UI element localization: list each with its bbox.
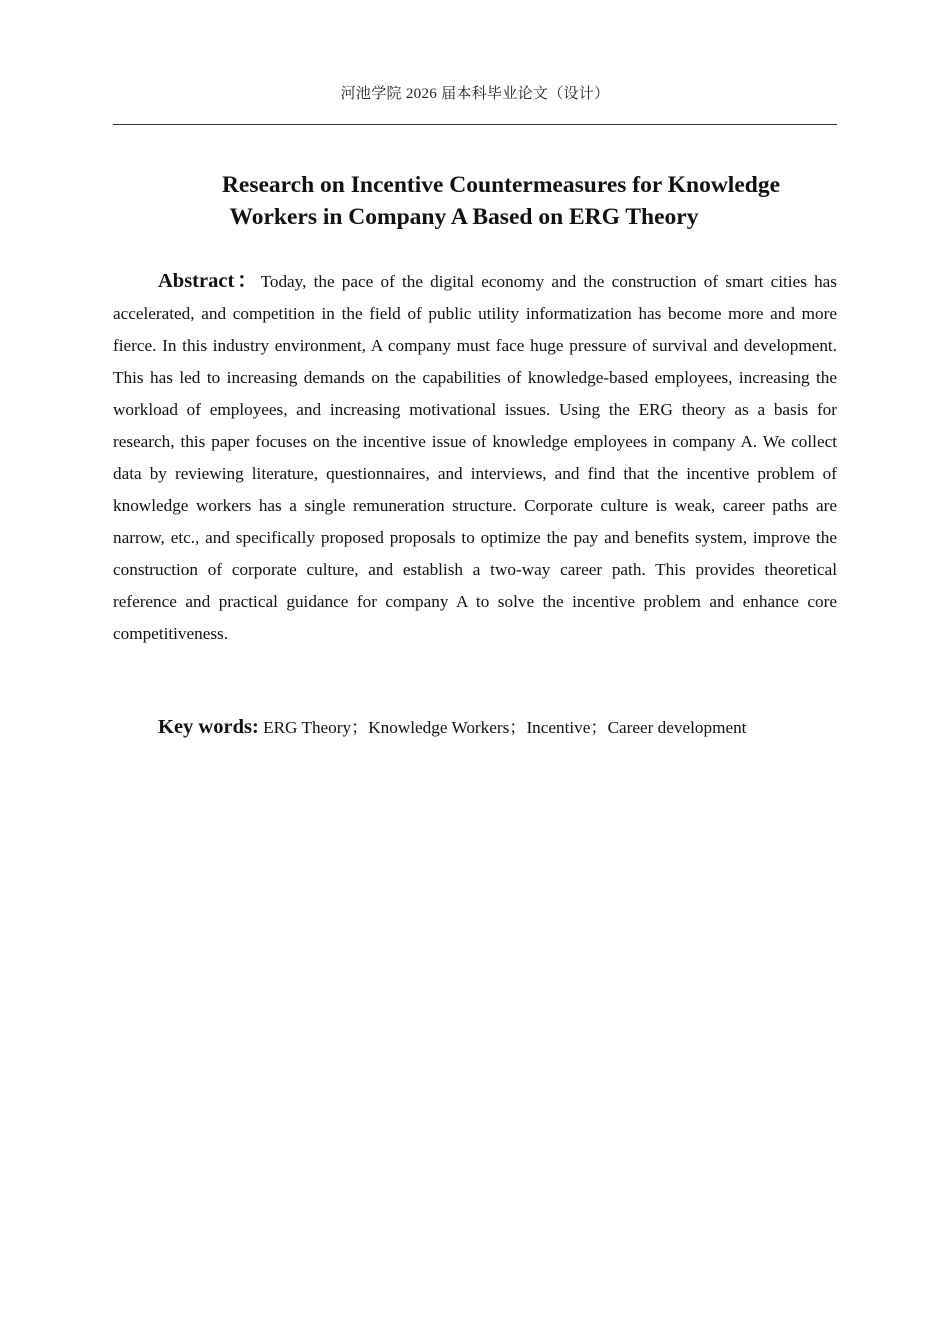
paper-title bbox=[113, 169, 837, 233]
paper-title-line-2: Workers in Company A Based on ERG Theory bbox=[229, 204, 699, 230]
keywords-text: ERG Theory；Knowledge Workers；Incentive；Career development bbox=[263, 718, 747, 737]
keywords-line bbox=[158, 711, 848, 744]
abstract-paragraph bbox=[113, 265, 837, 650]
paper-title-line-1: Research on Incentive Countermeasures for Knowledge bbox=[221, 172, 781, 198]
running-header: 河池学院 2026 届本科毕业论文（设计） bbox=[340, 86, 610, 102]
abstract-text: Today, the pace of the digital economy and the construction of smart cities has accelerated, and competition in the field of public utility informatization has become more and more fierce. In this industry environment, A company must face huge pressure of survival and development. This has led to increasing demands on the capabilities of knowledge-based employees, increasing the workload of employees, and increasing motivational issues. Using the ERG theory as a basis for research, this paper focuses on the incentive issue of knowledge employees in company A. We collect data by reviewing literature, questionnaires, and interviews, and find that the incentive problem of knowledge workers has a single remuneration structure. Corporate culture is weak, career paths are narrow, etc., and specifically proposed proposals to optimize the pay and benefits system, improve the construction of corporate culture, and establish a two-way career path. This provides theoretical reference and practical guidance for company A to solve the incentive problem and enhance core competitiveness. bbox=[113, 272, 837, 643]
abstract-label: Abstract： bbox=[158, 270, 261, 292]
keywords-label: Key words: bbox=[158, 716, 259, 738]
header-divider bbox=[113, 124, 837, 125]
